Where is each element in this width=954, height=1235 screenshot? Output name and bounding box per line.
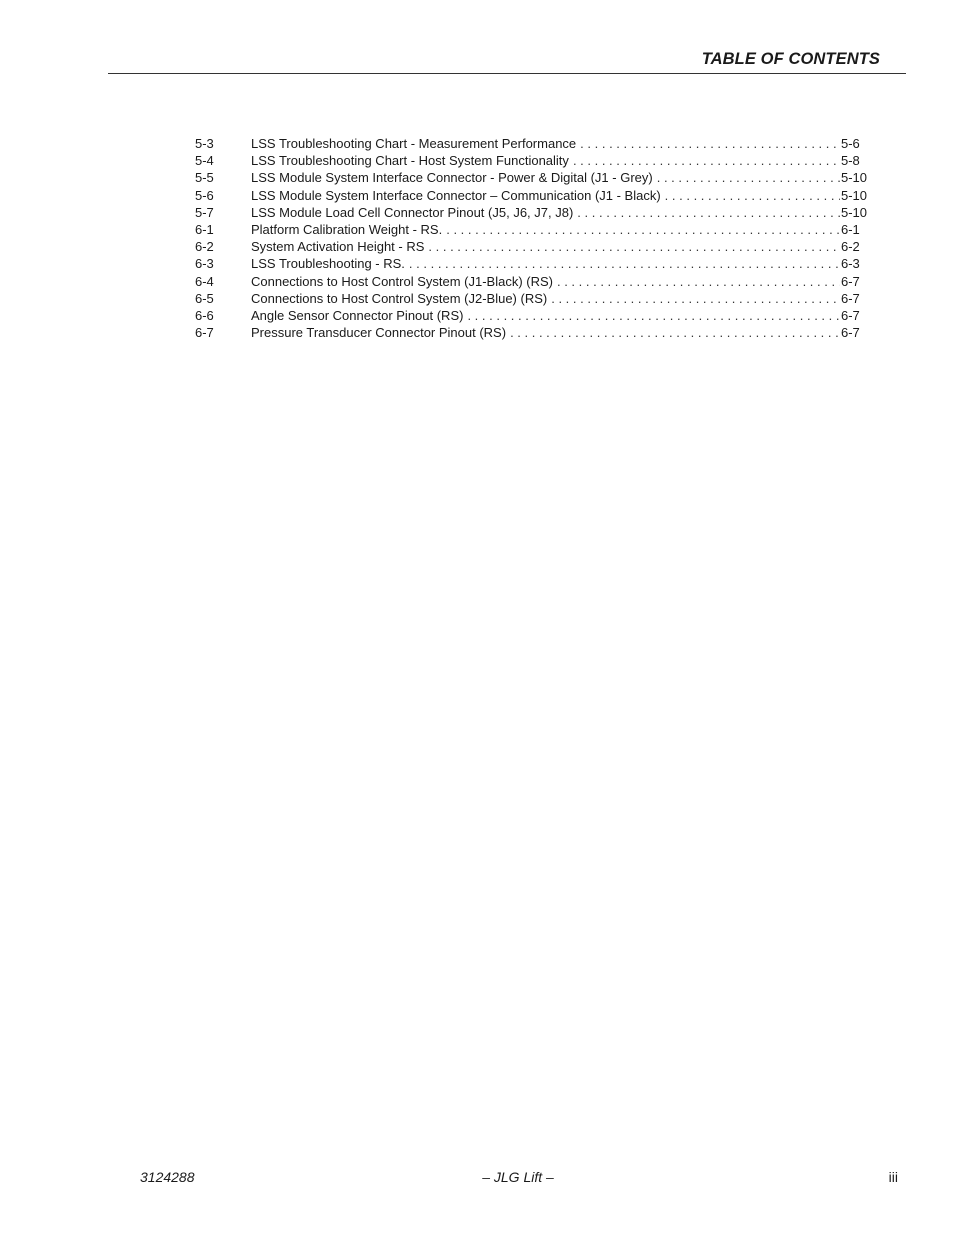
toc-entry[interactable] — [195, 135, 871, 152]
toc-dot-leader — [665, 187, 840, 204]
toc-entry[interactable] — [195, 273, 871, 290]
toc-entry[interactable] — [195, 238, 871, 255]
toc-entry-number: 6-5 — [195, 290, 214, 306]
toc-dot-leader — [510, 324, 840, 341]
toc-dot-leader — [409, 255, 840, 272]
toc-entry[interactable] — [195, 255, 871, 272]
toc-entry-number: 5-3 — [195, 136, 214, 151]
footer-page-number: iii — [888, 1169, 898, 1185]
toc-entry-page: 6-7 — [841, 307, 860, 323]
toc-entry-number: 6-7 — [195, 325, 214, 341]
toc-entry-title: LSS Module Load Cell Connector Pinout (J5, J6, J7, J8) — [251, 204, 574, 220]
toc-entry[interactable] — [195, 307, 871, 324]
toc-entry-page: 6-2 — [841, 239, 860, 255]
toc-entry-number: 6-1 — [195, 221, 214, 237]
toc-entry-title: Angle Sensor Connector Pinout (RS) — [251, 307, 464, 323]
toc-entry-number: 6-2 — [195, 239, 214, 255]
toc-dot-leader — [428, 238, 840, 255]
toc-entry-title: Pressure Transducer Connector Pinout (RS) — [251, 325, 507, 341]
footer-company: – JLG Lift – — [482, 1169, 554, 1185]
toc-dot-leader — [467, 307, 840, 324]
toc-entry-number: 6-4 — [195, 273, 214, 289]
toc-entry[interactable] — [195, 169, 871, 186]
toc-entry[interactable] — [195, 152, 871, 169]
toc-entry-title: Connections to Host Control System (J2-Blue) (RS) — [251, 290, 548, 306]
toc-entry-page: 6-7 — [841, 290, 860, 306]
toc-dot-leader — [580, 135, 840, 152]
toc-entry-page: 5-10 — [841, 204, 868, 220]
toc-entry-page: 6-3 — [841, 256, 860, 272]
toc-entry-page: 5-10 — [841, 170, 868, 186]
toc-entry-page: 5-6 — [841, 136, 860, 151]
toc-entry-page: 5-8 — [841, 153, 860, 169]
toc-entry-page: 5-10 — [841, 187, 868, 203]
toc-dot-leader — [551, 290, 840, 307]
toc-entry-title: System Activation Height - RS — [251, 239, 425, 255]
toc-entry-number: 5-7 — [195, 204, 214, 220]
toc-dot-leader — [577, 204, 840, 221]
footer-doc-number: 3124288 — [140, 1169, 195, 1185]
page-header-title: TABLE OF CONTENTS — [701, 50, 880, 68]
toc-entry-number: 5-5 — [195, 170, 214, 186]
toc-entry[interactable] — [195, 290, 871, 307]
toc-entry-title: LSS Troubleshooting Chart - Host System Functionality — [251, 153, 569, 169]
header-divider — [108, 73, 906, 74]
toc-entry[interactable] — [195, 221, 871, 238]
toc-entry-number: 5-4 — [195, 153, 214, 169]
toc-entry-title: LSS Module System Interface Connector - Power & Digital (J1 - Grey) — [251, 170, 653, 186]
toc-entry[interactable] — [195, 187, 871, 204]
toc-entry-page: 6-1 — [841, 221, 860, 237]
toc-entry-number: 5-6 — [195, 187, 214, 203]
toc-dot-leader — [657, 169, 840, 186]
toc-entry-page: 6-7 — [841, 325, 860, 341]
toc-entry-page: 6-7 — [841, 273, 860, 289]
toc-entry[interactable] — [195, 324, 871, 341]
toc-entry-title: Connections to Host Control System (J1-Black) (RS) — [251, 273, 553, 289]
toc-entry-title: LSS Module System Interface Connector – Communication (J1 - Black) — [251, 187, 661, 203]
toc-dot-leader — [573, 152, 840, 169]
toc-entry-title: LSS Troubleshooting Chart - Measurement Performance — [251, 136, 577, 151]
toc-dot-leader — [446, 221, 840, 238]
toc-entry-number: 6-6 — [195, 307, 214, 323]
toc-entry-title: Platform Calibration Weight - RS. — [251, 221, 443, 237]
toc-entry-number: 6-3 — [195, 256, 214, 272]
toc-dot-leader — [557, 273, 840, 290]
toc-entry[interactable] — [195, 204, 871, 221]
toc-list — [195, 135, 871, 341]
toc-entry-title: LSS Troubleshooting - RS. — [251, 256, 405, 272]
